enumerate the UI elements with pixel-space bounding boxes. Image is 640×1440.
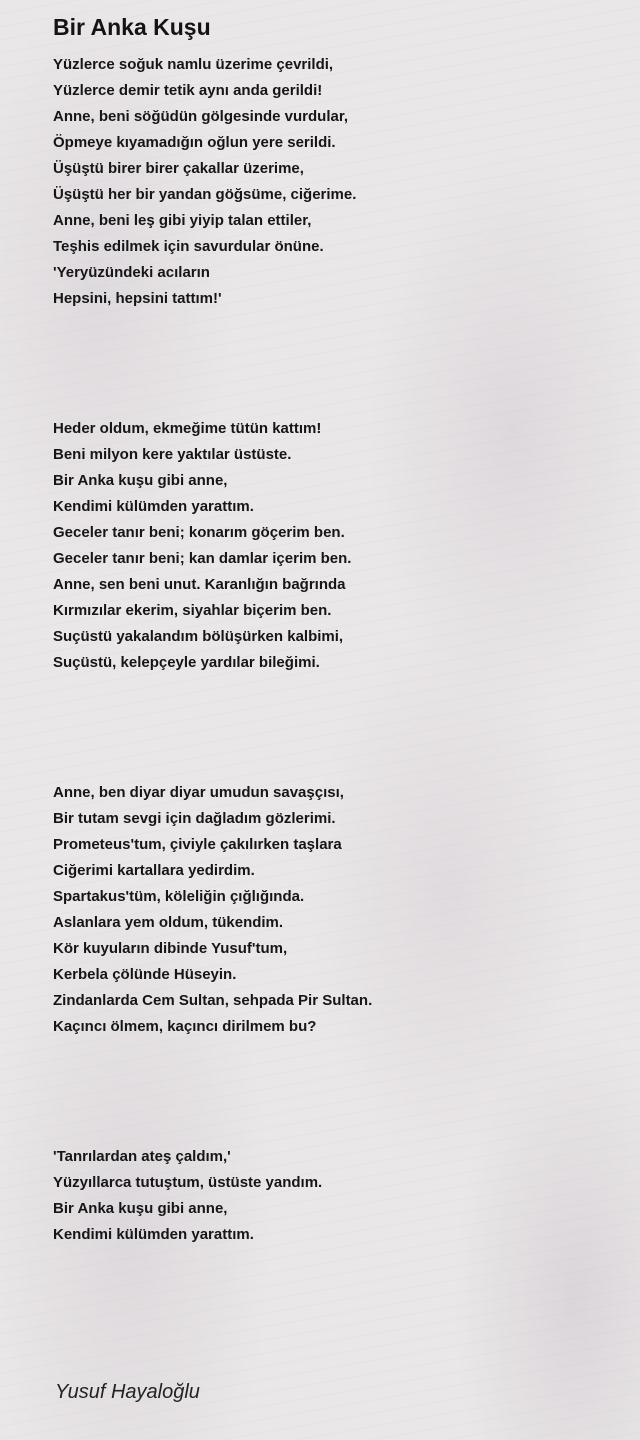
poem-line: Beni milyon kere yaktılar üstüste. <box>53 446 292 463</box>
poem-line: Kendimi külümden yarattım. <box>53 498 254 515</box>
poem-line: Anne, ben diyar diyar umudun savaşçısı, <box>53 784 344 801</box>
poem-line: Anne, beni leş gibi yiyip talan ettiler, <box>53 212 312 229</box>
poem-line: Aslanlara yem oldum, tükendim. <box>53 914 284 931</box>
poem-line: Üşüştü her bir yandan göğsüme, ciğerime. <box>53 186 357 203</box>
poem-line: Yüzlerce demir tetik aynı anda gerildi! <box>53 82 323 99</box>
poem-line: Kırmızılar ekerim, siyahlar biçerim ben. <box>53 602 332 619</box>
poem-line: Prometeus'tum, çiviyle çakılırken taşlara <box>53 836 342 853</box>
poem-line: Bir Anka kuşu gibi anne, <box>53 1200 228 1217</box>
stanza-4 <box>53 1144 613 1248</box>
stanza-3 <box>53 780 613 1040</box>
poem-line: Üşüştü birer birer çakallar üzerime, <box>53 160 304 177</box>
poem-author: Yusuf Hayaloğlu <box>55 1381 200 1403</box>
poem-line: Ciğerimi kartallara yedirdim. <box>53 862 255 879</box>
poem-line: Yüzyıllarca tutuştum, üstüste yandım. <box>53 1174 323 1191</box>
poem-line: Anne, beni söğüdün gölgesinde vurdular, <box>53 108 349 125</box>
poem-body <box>53 52 613 1352</box>
poem-line: Yüzlerce soğuk namlu üzerime çevrildi, <box>53 56 334 73</box>
poem-title: Bir Anka Kuşu <box>53 14 211 40</box>
poem-line: Teşhis edilmek için savurdular önüne. <box>53 238 324 255</box>
poem-line: Bir tutam sevgi için dağladım gözlerimi. <box>53 810 336 827</box>
poem-line: Suçüstü yakalandım bölüşürken kalbimi, <box>53 628 344 645</box>
poem-line: Hepsini, hepsini tattım!' <box>53 290 222 307</box>
poem-line: Spartakus'tüm, köleliğin çığlığında. <box>53 888 305 905</box>
poem-line: Kaçıncı ölmem, kaçıncı dirilmem bu? <box>53 1018 317 1035</box>
poem-line: Suçüstü, kelepçeyle yardılar bileğimi. <box>53 654 320 671</box>
poem-line: Kerbela çölünde Hüseyin. <box>53 966 237 983</box>
poem-line: Geceler tanır beni; konarım göçerim ben. <box>53 524 345 541</box>
poem-line: Kendimi külümden yarattım. <box>53 1226 254 1243</box>
stanza-1 <box>53 52 613 312</box>
poem-line: Öpmeye kıyamadığın oğlun yere serildi. <box>53 134 336 151</box>
poem-line: Anne, sen beni unut. Karanlığın bağrında <box>53 576 346 593</box>
poem-line: Zindanlarda Cem Sultan, sehpada Pir Sultan. <box>53 992 373 1009</box>
poem-line: Kör kuyuların dibinde Yusuf'tum, <box>53 940 288 957</box>
stanza-2 <box>53 416 613 676</box>
poem-line: 'Yeryüzündeki acıların <box>53 264 210 281</box>
poem-line: Geceler tanır beni; kan damlar içerim ben. <box>53 550 352 567</box>
poem-line: 'Tanrılardan ateş çaldım,' <box>53 1148 231 1165</box>
poem-line: Bir Anka kuşu gibi anne, <box>53 472 228 489</box>
poem-line: Heder oldum, ekmeğime tütün kattım! <box>53 420 322 437</box>
